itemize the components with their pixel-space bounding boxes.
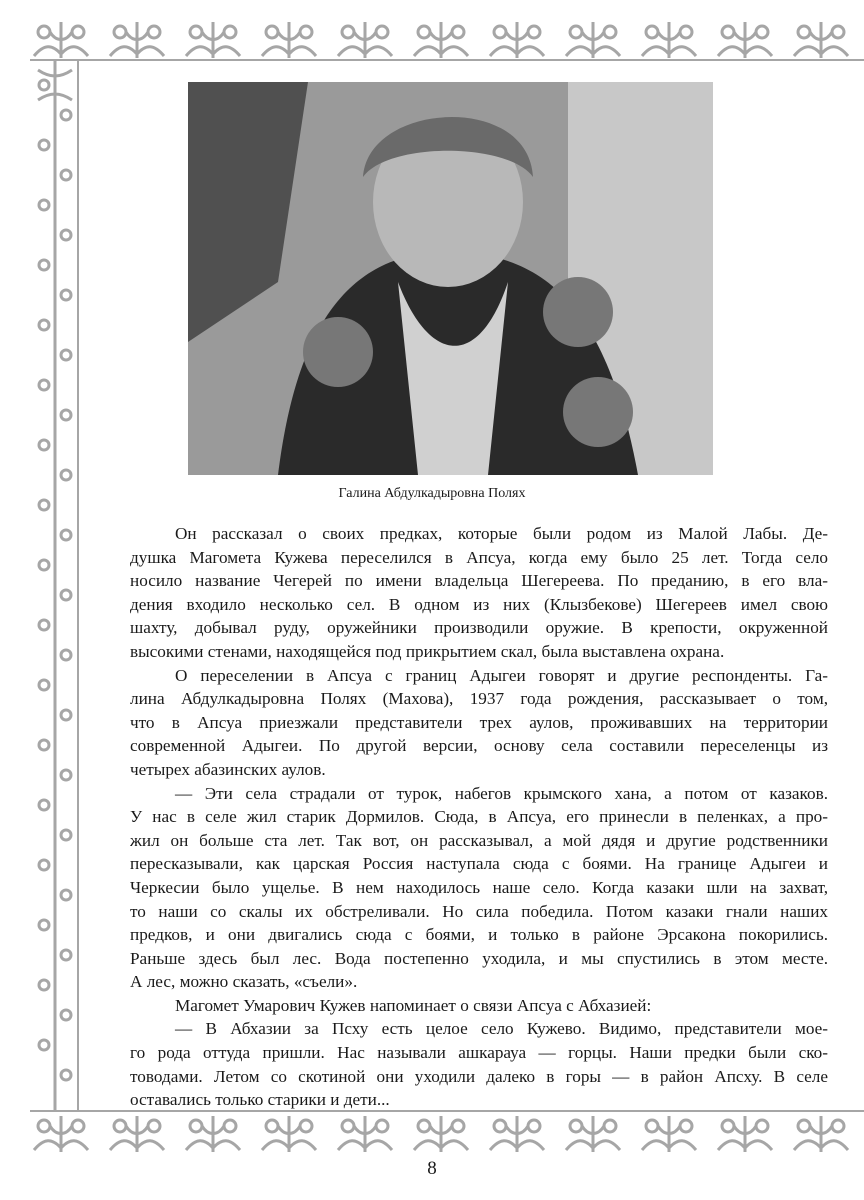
text-line: высокими стенами, находящейся под прикрытием скал, была выставлена охрана. <box>130 641 725 661</box>
photo-caption: Галина Абдулкадыровна Полях <box>338 486 526 501</box>
text-line: товодами. Летом со скотиной они уходили далеко в горы — в район Апсху. В селе <box>130 1066 828 1086</box>
text-line: Магомет Умарович Кужев напоминает о связи Апсуа с Абхазией: <box>175 995 652 1015</box>
paragraph <box>130 522 828 664</box>
portrait-photo <box>188 82 713 475</box>
text-line: — Эти села страдали от турок, набегов крымского хана, а потом от казаков. <box>175 783 828 803</box>
text-line: О переселении в Апсуа с границ Адыгеи говорят и другие респонденты. Га- <box>175 665 828 685</box>
text-line: душка Магомета Кужева переселился в Апсуа, когда ему было 25 лет. Тогда село <box>130 547 828 567</box>
text-line: У нас в селе жил старик Дормилов. Сюда, в Апсуа, его принесли в пеленках, а про- <box>130 807 828 827</box>
text-line: Черкесии было ущелье. В нем находилось наше село. Когда казаки шли на захват, <box>130 877 828 897</box>
ornament-motifs <box>34 22 848 58</box>
text-line: Раньше здесь был лес. Вода постепенно уходила, и мы спустились в этом месте. <box>130 948 828 968</box>
text-line: современной Адыгеи. По другой версии, основу села составили переселенцы из <box>130 736 828 756</box>
text-line: предков, и они двигались сюда с боями, и только в районе Эрсакона покорились. <box>130 925 828 945</box>
ornament-border-bottom <box>30 1108 864 1154</box>
text-line: пересказывали, как царская Россия наступала сюда с боями. На границе Адыгеи и <box>130 854 828 874</box>
paragraph <box>130 782 828 994</box>
text-line: то наши со скалы их обстреливали. Но сила победила. Потом казаки гнали наших <box>130 901 828 921</box>
text-line: что в Апсуа приезжали представители трех аулов, проживавших на территории <box>130 712 828 732</box>
portrait-image <box>188 82 713 475</box>
page-number: 8 <box>427 1158 437 1179</box>
paragraph <box>130 664 828 782</box>
text-line: оставались только старики и дети... <box>130 1090 390 1110</box>
text-line: дения входило несколько сел. В одном из них (Клызбекове) Шегереев имел свою <box>130 594 828 614</box>
paragraph <box>130 1017 828 1111</box>
text-line: четырех абазинских аулов. <box>130 759 326 779</box>
ornament-border-top <box>30 18 864 62</box>
ornament-motifs <box>34 1116 848 1152</box>
text-line: жил он больше ста лет. Так вот, он рассказывал, а мой дядя и другие родственники <box>130 830 828 850</box>
text-line: го рода оттуда пришли. Нас называли ашкарауа — горцы. Наши предки были ско- <box>130 1043 828 1063</box>
text-line: шахту, добывал руду, оружейники производили оружие. В крепости, окруженной <box>130 618 828 638</box>
text-line: носило название Чегерей по имени владельца Шегереева. По преданию, в его вла- <box>130 571 828 591</box>
body-text <box>130 522 828 1112</box>
ornament-border-left <box>30 60 80 1112</box>
text-line: Он рассказал о своих предках, которые были родом из Малой Лабы. Де- <box>175 524 828 543</box>
paragraph <box>130 994 828 1018</box>
text-line: лина Абдулкадыровна Полях (Махова), 1937 года рождения, рассказывает о том, <box>130 689 828 709</box>
text-line: — В Абхазии за Псху есть целое село Кужево. Видимо, представители мое- <box>175 1019 828 1039</box>
text-line: А лес, можно сказать, «съели». <box>130 972 358 992</box>
